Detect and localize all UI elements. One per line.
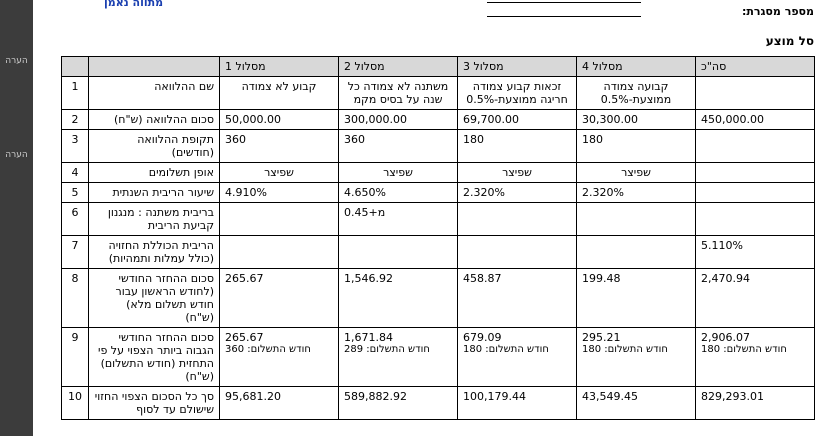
cell-row-label: סכום ההחזר החודשי הגבוה ביותר הצפוי על פי התחזית (חודש התשלום) (ש"ח)	[89, 328, 220, 387]
cell-track-4-sub: חודש התשלום: 180	[582, 344, 668, 355]
cell-track-4	[577, 236, 696, 269]
gutter-note-2: הערה	[5, 150, 28, 160]
cell-total: 5.110%	[696, 236, 815, 269]
cell-row-number: 7	[62, 236, 89, 269]
table-row	[62, 110, 815, 130]
cell-total	[696, 328, 815, 387]
cell-track-3: שפיצר	[458, 163, 577, 183]
cell-row-number: 1	[62, 77, 89, 110]
cell-track-4: 180	[577, 130, 696, 163]
cell-total	[696, 203, 815, 236]
cell-track-2: משתנה לא צמודה כל שנה על בסיס מקמ	[339, 77, 458, 110]
cell-track-4: קבועה צמודה ממוצעת-0.5%	[577, 77, 696, 110]
cell-track-3: 180	[458, 130, 577, 163]
cell-track-3: 69,700.00	[458, 110, 577, 130]
cell-row-label: הריבית הכוללת החזויה (כולל עמלות ותמהיות)	[89, 236, 220, 269]
cell-track-3-sub: חודש התשלום: 180	[463, 344, 549, 355]
cell-row-label: סכום ההחזר החודשי (לחודש הראשון עבור חודש תשלום מלא) (ש"ח)	[89, 269, 220, 328]
cell-track-2-value: 1,671.84	[344, 331, 393, 344]
cell-row-label: תקופת ההלוואה (חודשים)	[89, 130, 220, 163]
cell-row-number: 4	[62, 163, 89, 183]
cell-track-2-sub: חודש התשלום: 289	[344, 344, 430, 355]
cell-track-4: 199.48	[577, 269, 696, 328]
table-row	[62, 130, 815, 163]
cell-row-number: 2	[62, 110, 89, 130]
cell-track-3: זכאות קבוע צמודה חריגה ממוצעת-0.5%	[458, 77, 577, 110]
cell-row-number: 5	[62, 183, 89, 203]
cell-row-number: 9	[62, 328, 89, 387]
cell-row-label: סך כל הסכום הצפוי החזוי שישולם עד לסוף	[89, 387, 220, 420]
cell-track-4: 2.320%	[577, 183, 696, 203]
cell-track-3	[458, 328, 577, 387]
cell-track-2	[339, 236, 458, 269]
table-row	[62, 236, 815, 269]
cell-row-number: 3	[62, 130, 89, 163]
cell-track-1: שפיצר	[220, 163, 339, 183]
cell-track-1-value: 265.67	[225, 331, 264, 344]
table-row	[62, 183, 815, 203]
loan-table-wrapper	[68, 56, 815, 420]
cell-track-3: 458.87	[458, 269, 577, 328]
cell-track-2: 300,000.00	[339, 110, 458, 130]
cell-total	[696, 163, 815, 183]
cell-track-4-value: 295.21	[582, 331, 621, 344]
loan-table	[61, 56, 815, 420]
cell-track-1	[220, 236, 339, 269]
header-track-3: מסלול 3	[458, 57, 577, 77]
cell-row-number: 8	[62, 269, 89, 328]
cell-track-1: 50,000.00	[220, 110, 339, 130]
cell-total	[696, 183, 815, 203]
cell-track-2: 589,882.92	[339, 387, 458, 420]
cell-track-4: 30,300.00	[577, 110, 696, 130]
cell-track-2: שפיצר	[339, 163, 458, 183]
form-line-upper	[487, 2, 641, 3]
cell-track-3	[458, 203, 577, 236]
cell-track-1: 360	[220, 130, 339, 163]
cell-track-3: 100,179.44	[458, 387, 577, 420]
page-title: סל מוצע	[765, 34, 814, 48]
cell-track-1: 265.67	[220, 269, 339, 328]
cell-track-1: קבוע לא צמודה	[220, 77, 339, 110]
cell-total: 2,470.94	[696, 269, 815, 328]
header-track-4: מסלול 4	[577, 57, 696, 77]
form-line-lower	[487, 16, 641, 17]
cell-row-number: 6	[62, 203, 89, 236]
cell-row-label: אופן תשלומים	[89, 163, 220, 183]
cell-track-3: 2.320%	[458, 183, 577, 203]
cell-track-2: 4.650%	[339, 183, 458, 203]
table-header-row	[62, 57, 815, 77]
cell-track-1	[220, 203, 339, 236]
cell-track-1: 95,681.20	[220, 387, 339, 420]
frame-number-label: מספר מסגרת:	[741, 5, 814, 18]
cell-track-4: 43,549.45	[577, 387, 696, 420]
cell-total-value: 2,906.07	[701, 331, 750, 344]
table-row	[62, 387, 815, 420]
cell-track-4	[577, 203, 696, 236]
cell-total	[696, 130, 815, 163]
cell-total: 829,293.01	[696, 387, 815, 420]
cell-total	[696, 77, 815, 110]
cell-row-label: בריבית משתנה : מנגנון קביעת הריבית	[89, 203, 220, 236]
table-row	[62, 269, 815, 328]
cell-track-4	[577, 328, 696, 387]
left-gutter	[0, 0, 33, 436]
table-row	[62, 77, 815, 110]
cell-track-1-sub: חודש התשלום: 360	[225, 344, 311, 355]
cell-track-2: 1,546.92	[339, 269, 458, 328]
cell-total-sub: חודש התשלום: 180	[701, 344, 787, 355]
gutter-note-1: הערה	[5, 56, 28, 66]
header-track-1: מסלול 1	[220, 57, 339, 77]
table-row	[62, 203, 815, 236]
cell-track-2: מ+0.45	[339, 203, 458, 236]
cell-row-label: סכום ההלוואה (ש"ח)	[89, 110, 220, 130]
cell-track-2: 360	[339, 130, 458, 163]
cell-track-4: שפיצר	[577, 163, 696, 183]
cell-track-1	[220, 328, 339, 387]
header-row-name	[89, 57, 220, 77]
cell-row-label: שם ההלוואה	[89, 77, 220, 110]
cell-track-2	[339, 328, 458, 387]
cell-total: 450,000.00	[696, 110, 815, 130]
header-row-num	[62, 57, 89, 77]
header-total: סה"כ	[696, 57, 815, 77]
cell-track-3	[458, 236, 577, 269]
table-row	[62, 328, 815, 387]
cell-row-number: 10	[62, 387, 89, 420]
cell-track-3-value: 679.09	[463, 331, 502, 344]
cell-row-label: שיעור הריבית השנתית	[89, 183, 220, 203]
header-track-2: מסלול 2	[339, 57, 458, 77]
top-link[interactable]: מתווה נאמן	[104, 0, 164, 9]
table-row	[62, 163, 815, 183]
cell-track-1: 4.910%	[220, 183, 339, 203]
